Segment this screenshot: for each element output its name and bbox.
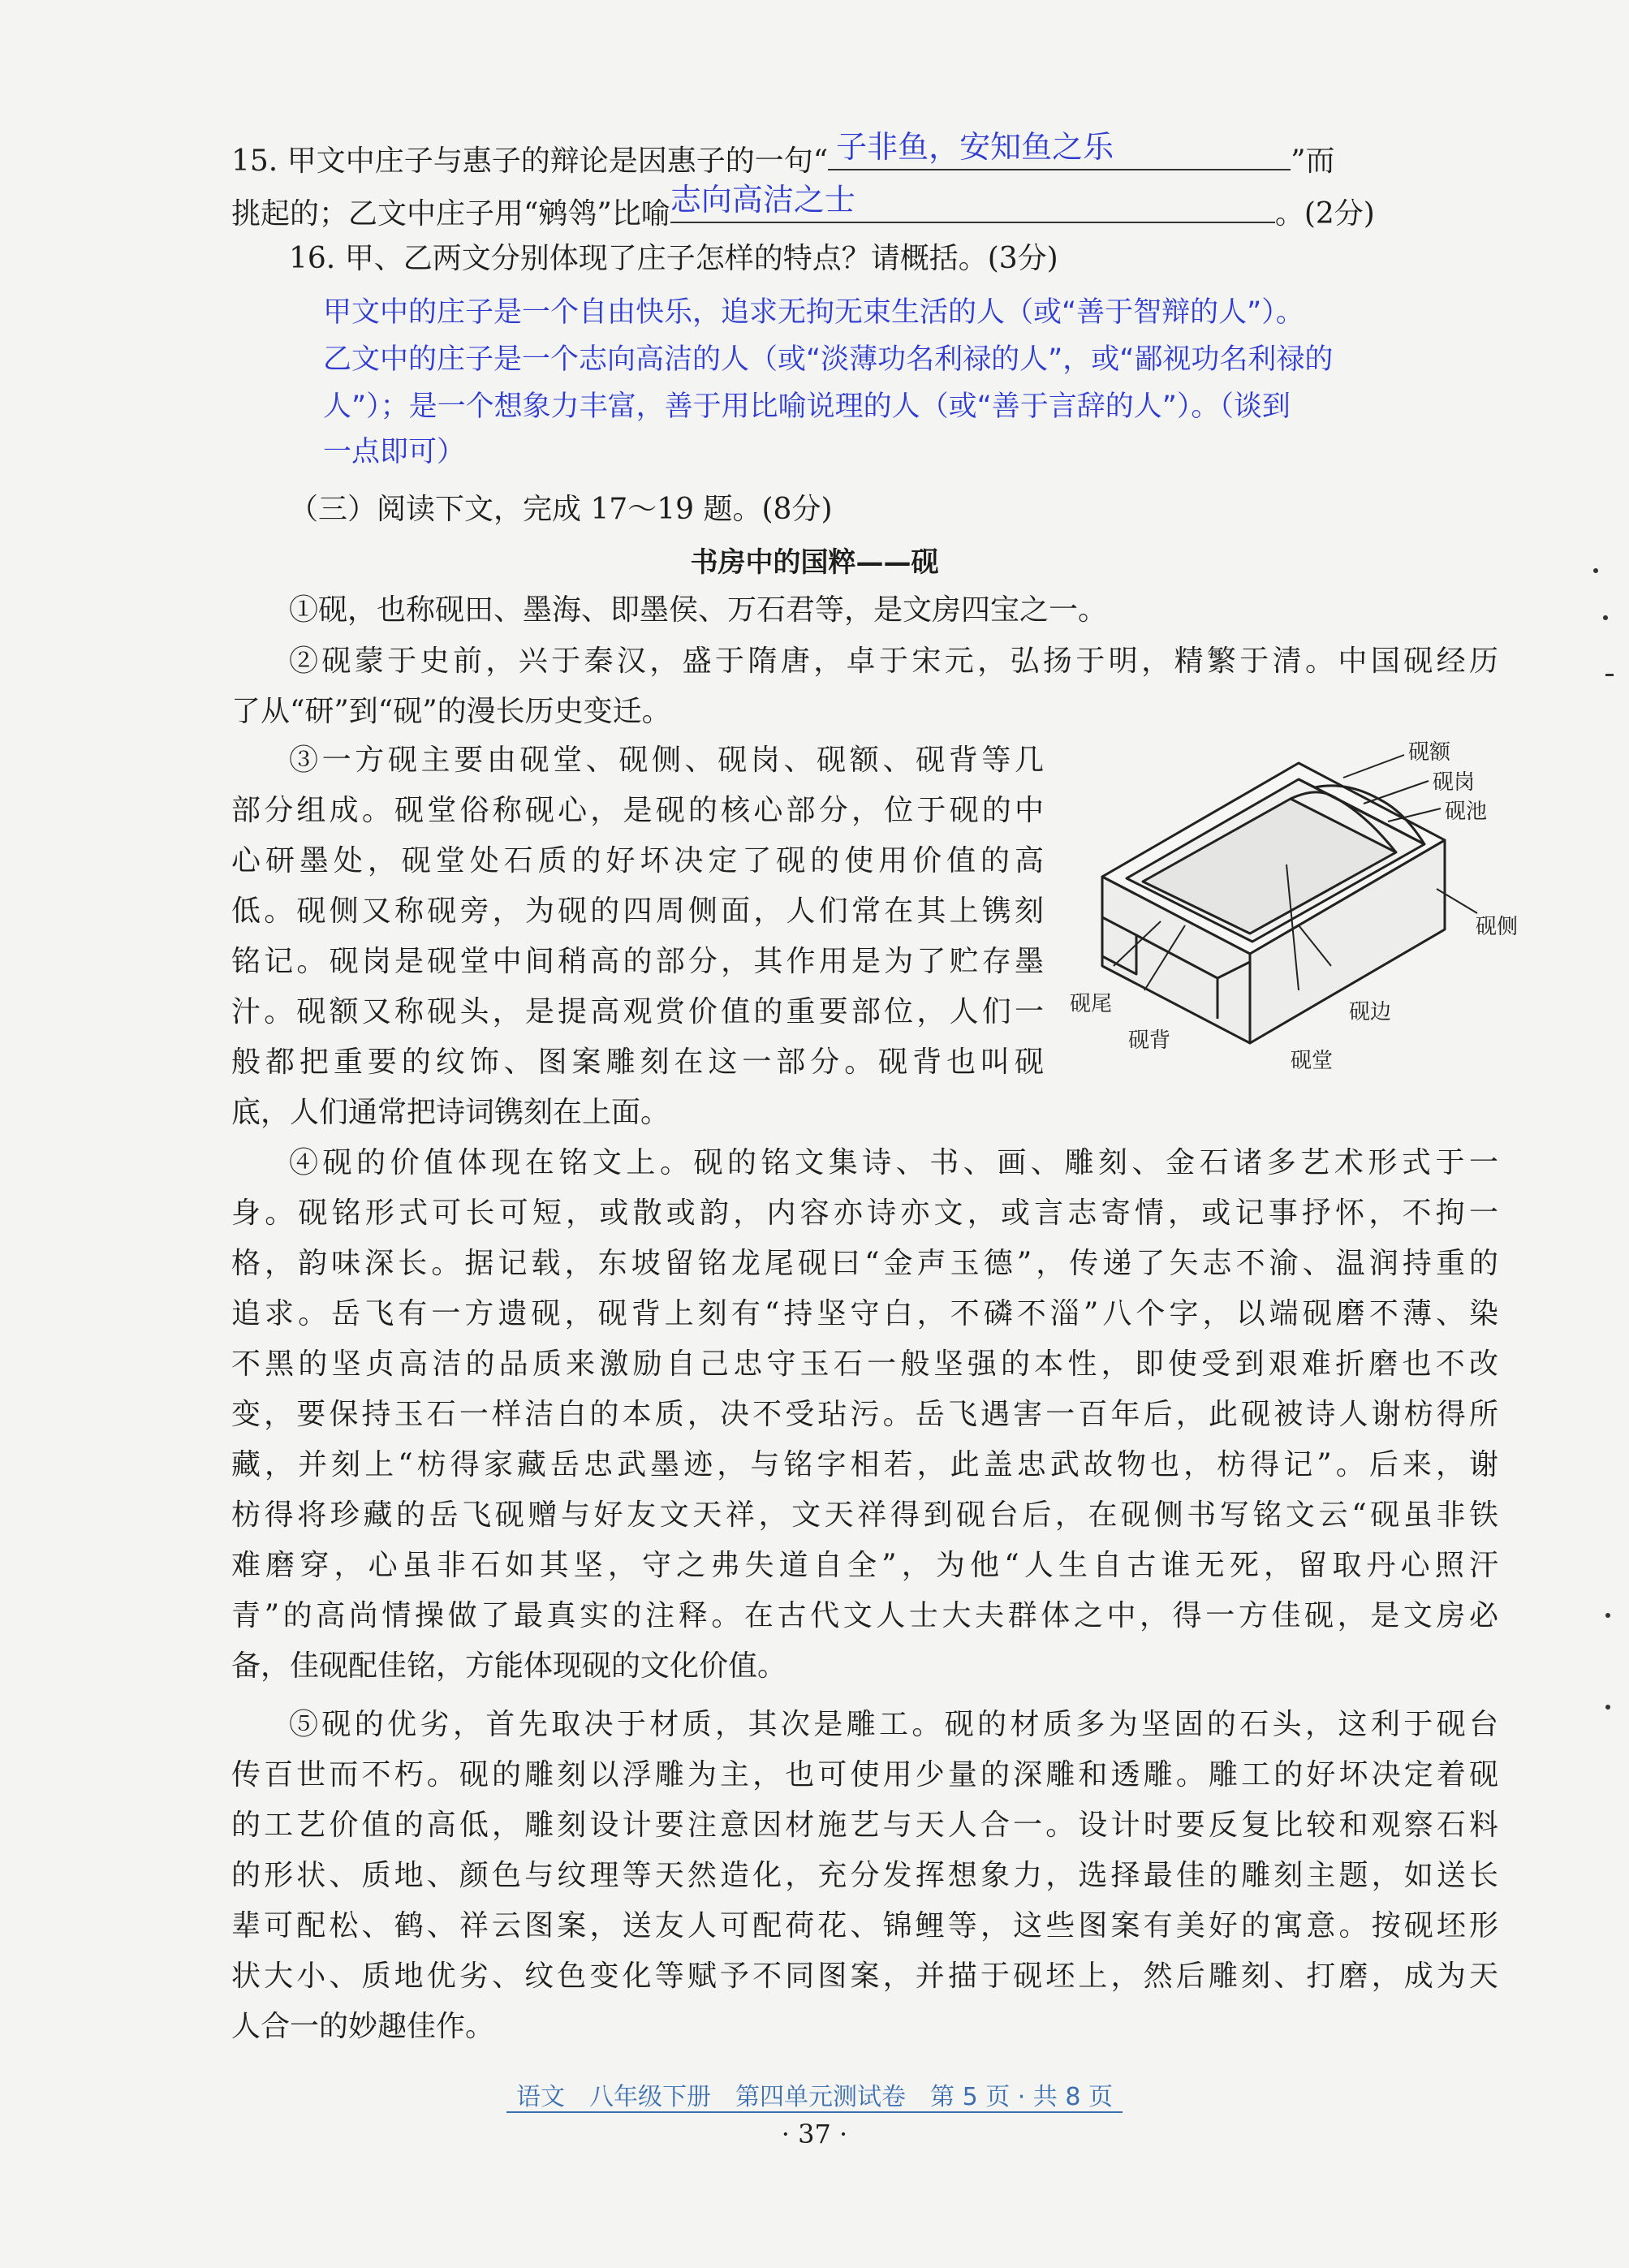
q16-answer-line-1: 甲文中的庄子是一个自由快乐，追求无拘无束生活的人（或“善于智辩的人”）。 <box>323 296 1304 329</box>
p5-line-3: 的工艺价值的高低，雕刻设计要注意因材施艺与天人合一。设计时要反复比较和观察石料 <box>231 1809 1498 1842</box>
p1-line-1: ①砚，也称砚田、墨海、即墨侯、万石君等，是文房四宝之一。 <box>289 593 1108 627</box>
label-t: 砚堂 <box>1291 1049 1334 1073</box>
q16-question: 16. 甲、乙两文分别体现了庄子怎样的特点？请概括。(3分) <box>289 242 1058 275</box>
p5-line-7: 人合一的妙趣佳作。 <box>231 2010 495 2043</box>
q16-answer-line-2: 乙文中的庄子是一个志向高洁的人（或“淡薄功名利禄的人”，或“鄙视功名利禄的 <box>323 343 1334 376</box>
p5-line-6: 状大小、质地优劣、纹色变化等赋予不同图案，并描于砚坯上，然后雕刻、打磨，成为天 <box>231 1960 1498 1993</box>
p3-line-4: 低。砚侧又称砚旁，为砚的四周侧面，人们常在其上镌刻 <box>231 895 1044 928</box>
q15-line1 <box>231 129 1335 182</box>
label-b: 砚边 <box>1349 1000 1392 1024</box>
p3-line-7: 般都把重要的纹饰、图案雕刻在这一部分。砚背也叫砚 <box>231 1046 1044 1079</box>
p4-line-11: 备，佳砚配佳铭，方能体现砚的文化价值。 <box>231 1649 787 1683</box>
q15-line2-suffix: 。(2分) <box>1274 197 1375 231</box>
p4-line-3: 格，韵味深长。据记载，东坡留铭龙尾砚曰“金声玉德”，传递了矢志不渝、温润持重的 <box>231 1247 1498 1280</box>
p4-line-7: 藏，并刻上“枋得家藏岳忠武墨迹，与铭字相若，此盖忠武故物也，枋得记”。后来，谢 <box>231 1448 1498 1481</box>
q15-line2 <box>231 182 1375 235</box>
p3-line-1: ③一方砚主要由砚堂、砚侧、砚岗、砚额、砚背等几 <box>289 744 1044 777</box>
p4-line-2: 身。砚铭形式可长可短，或散或韵，内容亦诗亦文，或言志寄情，或记事抒怀，不拘一 <box>231 1197 1498 1230</box>
margin-dot <box>1603 615 1608 620</box>
margin-dot <box>1605 1705 1610 1710</box>
label-s: 砚侧 <box>1476 915 1519 939</box>
p3-line-2: 部分组成。砚堂俗称砚心，是砚的核心部分，位于砚的中 <box>231 794 1044 827</box>
label-k: 砚背 <box>1128 1028 1171 1053</box>
section3-instruction: （三）阅读下文，完成 17～19 题。(8分) <box>289 493 833 526</box>
margin-dot <box>1605 1613 1610 1618</box>
p5-line-4: 的形状、质地、颜色与纹理等天然造化，充分发挥想象力，选择最佳的雕刻主题，如送长 <box>231 1859 1498 1892</box>
p5-line-5: 辈可配松、鹤、祥云图案，送友人可配荷花、锦鲤等，这些图案有美好的寓意。按砚坯形 <box>231 1909 1498 1942</box>
p4-line-9: 难磨穿，心虽非石如其坚，守之弗失道自全”，为他“人生自古谁无死，留取丹心照汗 <box>231 1549 1498 1582</box>
q15-answer1: 子非鱼，安知鱼之乐 <box>836 129 1114 165</box>
q15-suffix1: ”而 <box>1291 144 1335 178</box>
p4-line-4: 追求。岳飞有一方遗砚，砚背上刻有“持坚守白，不磷不淄”八个字，以端砚磨不薄、染 <box>231 1297 1498 1330</box>
p2-line-1: ②砚蒙于史前，兴于秦汉，盛于隋唐，卓于宋元，弘扬于明，精繁于清。中国砚经历 <box>289 645 1498 678</box>
p4-line-10: 青”的高尚情操做了最真实的注释。在古代文人士大夫群体之中，得一方佳砚，是文房必 <box>231 1599 1498 1632</box>
margin-dot <box>1605 674 1614 676</box>
label-c: 砚池 <box>1445 800 1488 824</box>
q15-blank2[interactable] <box>670 182 1275 223</box>
inkstone-diagram <box>1055 731 1526 1096</box>
q15-prefix: 15. 甲文中庄子与惠子的辩论是因惠子的一句“ <box>231 144 829 178</box>
p3-line-8: 底，人们通常把诗词镌刻在上面。 <box>231 1096 670 1129</box>
article-title: 书房中的国粹——砚 <box>690 546 939 579</box>
label-g: 砚岗 <box>1433 770 1476 795</box>
footer-text: 语文 八年级下册 第四单元测试卷 第 5 页 · 共 8 页 <box>506 2083 1123 2113</box>
q15-answer2: 志向高洁之士 <box>670 182 855 218</box>
page-number: · 37 · <box>781 2119 848 2149</box>
p4-line-5: 不黑的坚贞高洁的品质来激励自己忠守玉石一般坚强的本性，即使受到艰难折磨也不改 <box>231 1347 1498 1381</box>
p5-line-1: ⑤砚的优劣，首先取决于材质，其次是雕工。砚的材质多为坚固的石头，这利于砚台 <box>289 1708 1498 1741</box>
q16-answer-line-4: 一点即可） <box>323 436 466 468</box>
p3-line-5: 铭记。砚岗是砚堂中间稍高的部分，其作用是为了贮存墨 <box>231 945 1044 978</box>
label-e: 砚额 <box>1408 740 1451 765</box>
q15-line2-prefix: 挑起的；乙文中庄子用“鹓鸰”比喻 <box>231 197 670 231</box>
p3-line-6: 汁。砚额又称砚头，是提高观赏价值的重要部位，人们一 <box>231 995 1044 1028</box>
p4-line-8: 枋得将珍藏的岳飞砚赠与好友文天祥，文天祥得到砚台后，在砚侧书写铭文云“砚虽非铁 <box>231 1498 1498 1532</box>
p4-line-6: 变，要保持玉石一样洁白的本质，决不受玷污。岳飞遇害一百年后，此砚被诗人谢枋得所 <box>231 1398 1498 1431</box>
footer <box>0 2076 1629 2112</box>
margin-dot <box>1593 568 1598 573</box>
q16-answer-line-3: 人”）；是一个想象力丰富，善于用比喻说理的人（或“善于言辞的人”）。（谈到 <box>323 390 1291 423</box>
q15-blank1[interactable] <box>828 129 1291 170</box>
p4-line-1: ④砚的价值体现在铭文上。砚的铭文集诗、书、画、雕刻、金石诸多艺术形式于一 <box>289 1146 1498 1179</box>
label-w: 砚尾 <box>1070 992 1113 1016</box>
p3-line-3: 心研墨处，砚堂处石质的好坏决定了砚的使用价值的高 <box>231 844 1044 877</box>
p2-line-2: 了从“研”到“砚”的漫长历史变迁。 <box>231 695 671 728</box>
p5-line-2: 传百世而不朽。砚的雕刻以浮雕为主，也可使用少量的深雕和透雕。雕工的好坏决定着砚 <box>231 1758 1498 1792</box>
